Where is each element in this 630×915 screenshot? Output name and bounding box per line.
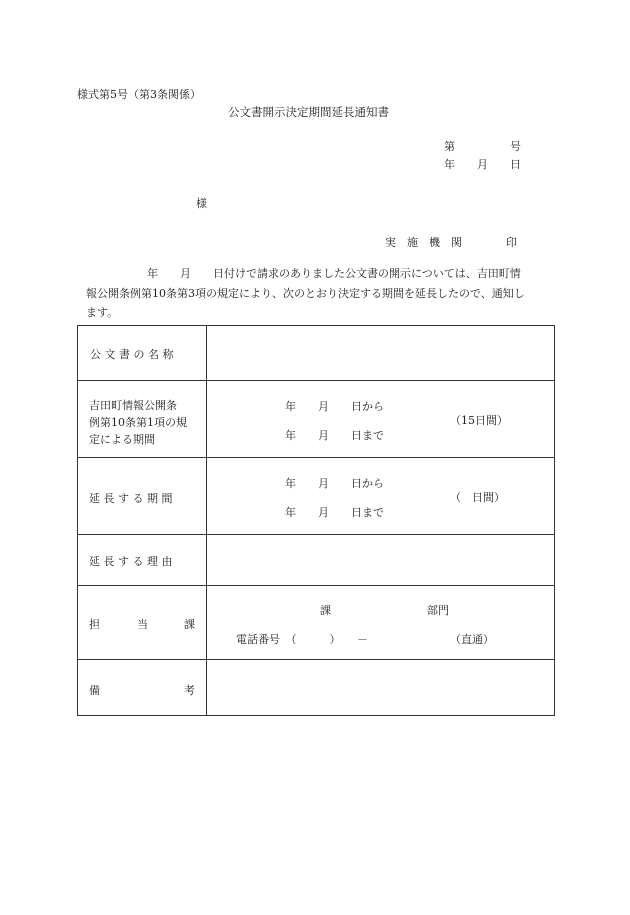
period-label-line-1: 吉田町情報公開条 (89, 399, 177, 412)
document-name-label: 公 文 書 の 名 称 (90, 348, 174, 361)
body-paragraph-line-1: 年 月 日付けで請求のありました公文書の開示については、吉田町情 (92, 267, 521, 280)
label-cell (78, 458, 207, 535)
department-label-char-1: 担 (89, 618, 100, 631)
extend-to: 年 月 日まで (285, 506, 384, 519)
remarks-label-char-2: 考 (184, 684, 195, 697)
row-document-name (78, 326, 554, 380)
row-extension-reason (78, 534, 554, 586)
period-label-line-2: 例第10条第1項の規 (89, 416, 187, 429)
form-number-label: 様式第5号（第3条関係） (77, 88, 201, 101)
phone-number-label: 電話番号 （ ） － (236, 633, 368, 646)
document-title: 公文書開示決定期間延長通知書 (228, 105, 389, 119)
extended-period-label: 延 長 す る 期 間 (89, 492, 173, 505)
row-original-period (78, 380, 554, 458)
addressee-honorific: 様 (196, 197, 207, 210)
period-to: 年 月 日まで (285, 429, 384, 442)
document-date-line: 年 月 日 (444, 158, 521, 171)
label-cell (78, 381, 207, 458)
period-from: 年 月 日から (285, 400, 384, 413)
document-number-line: 第 号 (444, 140, 521, 153)
body-paragraph-line-3: ます。 (86, 306, 119, 319)
department-section: 課 (320, 604, 331, 617)
department-label-char-3: 課 (184, 618, 195, 631)
extend-from: 年 月 日から (285, 477, 384, 490)
label-cell (78, 326, 207, 380)
notice-table (77, 325, 555, 716)
label-cell (78, 586, 207, 660)
implementing-agency-seal-line: 実 施 機 関 印 (385, 236, 517, 249)
phone-direct-label: （直通） (450, 633, 494, 646)
row-extended-period (78, 457, 554, 535)
body-paragraph-line-2: 報公開条例第10条第3項の規定により、次のとおり決定する期間を延長したので、通知し (86, 287, 525, 300)
remarks-label-char-1: 備 (89, 684, 100, 697)
row-remarks (78, 659, 554, 716)
extend-days: （ 日間） (450, 491, 505, 504)
department-label-char-2: 当 (137, 618, 148, 631)
row-department (78, 585, 554, 660)
period-label-line-3: 定による期間 (89, 433, 155, 446)
extension-reason-label: 延 長 す る 理 由 (89, 555, 173, 568)
label-cell (78, 535, 207, 586)
label-cell (78, 660, 207, 716)
department-division: 部門 (427, 604, 449, 617)
period-days: （15日間） (450, 414, 508, 427)
